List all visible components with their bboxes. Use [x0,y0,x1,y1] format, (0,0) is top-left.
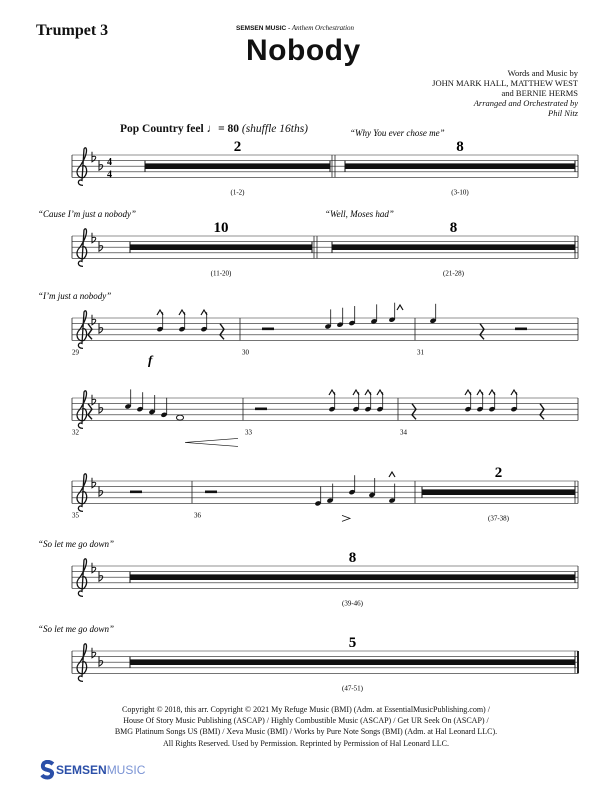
rest-count: 5 [348,635,357,651]
semsen-logo [40,760,145,780]
quarter-rest-icon [412,404,416,420]
measure-range: (11-20) [210,269,232,278]
arranger: Phil Nitz [548,108,578,118]
quarter-rest-icon [540,404,544,420]
multi-measure-rest [332,244,575,250]
copyright-line: House Of Story Music Publishing (ASCAP) / Highly Combustible Music (ASCAP) / Get UR Seek On (ASCAP) / [123,716,489,726]
whole-rest [515,328,527,331]
whole-rest [255,408,267,411]
credit-line: Arranged and Orchestrated by [473,98,578,108]
measure-range: (1-2) [230,188,245,197]
flat-icon [99,656,103,666]
half-note [177,415,184,420]
measure-number: 29 [72,348,79,357]
marcato-accent [365,390,371,395]
flat-icon [99,160,103,170]
logo-s-icon [40,760,56,780]
bpm: = 80 [218,123,239,135]
copyright-line: Copyright © 2018, this arr. Copyright © 2021 My Refuge Music (BMI) (Adm. at EssentialMusicPublishing.com) / [122,705,490,714]
marcato-accent [465,390,471,395]
flat-icon [92,395,96,405]
flat-icon [92,478,96,488]
quarter-rest-icon [88,324,92,340]
measure-number: 32 [72,428,79,437]
copyright-line: BMG Platinum Songs US (BMI) / Xeva Music (BMI) / Works by Pure Note Songs (BMI) (Adm. at Hal Leonard LLC). [114,727,498,737]
whole-rest [262,328,274,331]
whole-rest [205,491,217,494]
whole-rest [130,491,142,494]
measure-range: (3-10) [451,188,469,197]
series: - Anthem Orchestration [287,24,355,32]
marcato-accent [511,390,517,395]
marcato-accent [179,310,185,315]
marcato-accent [377,390,383,395]
lyric-cue: “Well, Moses had” [325,209,394,219]
copyright [0,704,612,749]
flat-icon [92,315,96,325]
flat-icon [99,571,103,581]
flat-icon [99,323,103,333]
dynamic-forte: f [148,352,153,368]
marcato-accent [353,390,359,395]
marcato-accent [489,390,495,395]
marcato-accent [389,472,395,477]
quarter-rest-icon [88,404,92,420]
flat-icon [99,486,103,496]
marcato-accent [397,305,403,310]
multi-measure-rest [130,659,575,665]
multi-measure-rest [130,574,575,580]
measure-number: 30 [242,348,249,357]
marcato-accent [157,310,163,315]
marcato-accent [201,310,207,315]
treble-clef-icon [77,229,87,267]
style: Pop Country feel [120,123,204,135]
part-name: Trumpet 3 [36,22,109,39]
quarter-rest-icon [480,324,484,340]
credit-writers: JOHN MARK HALL, MATTHEW WEST [432,78,578,88]
logo-suffix: MUSIC [106,763,146,777]
measure-number: 33 [245,428,252,437]
flat-icon [99,403,103,413]
quarter-note-icon: ♩ [206,123,219,135]
marcato-accent [477,390,483,395]
lyric-cue: “Cause I’m just a nobody” [38,209,137,219]
lyric-cue: “I’m just a nobody” [38,291,112,301]
rest-count: 2 [494,465,503,481]
flat-icon [99,241,103,251]
measure-number: 31 [417,348,424,357]
publisher: SEMSEN MUSIC [236,25,287,32]
song-title: Nobody [246,34,361,67]
measure-range: (47-51) [342,684,363,693]
credit-line: Words and Music by [507,68,578,78]
treble-clef-icon [77,391,87,429]
lyric-cue: “Why You ever chose me” [350,128,445,138]
lyric-cue: “So let me go down” [38,624,115,634]
treble-clef-icon [77,311,87,349]
accent-mark [342,515,350,521]
copyright-line: All Rights Reserved. Used by Permission. Reprinted by Permission of Hal Leonard LLC. [163,738,449,748]
time-signature: 4 [107,169,112,181]
rest-count: 8 [348,550,357,566]
tempo-note: (shuffle 16ths) [241,123,308,135]
treble-clef-icon [77,474,87,512]
rest-count: 8 [456,139,464,155]
time-signature: 4 [107,157,112,169]
rest-count: 2 [233,139,242,155]
marcato-accent [329,390,335,395]
rest-count: 8 [449,220,458,236]
multi-measure-rest [130,244,312,250]
treble-clef-icon [77,559,87,597]
rest-count: 10 [213,220,229,236]
multi-measure-rest [345,163,575,169]
lyric-cue: “So let me go down” [38,539,115,549]
logo-brand: SEMSEN [56,763,107,777]
measure-number: 34 [400,428,407,437]
measure-number: 36 [194,511,201,520]
credit-writers: and BERNIE HERMS [501,88,578,98]
multi-measure-rest [145,163,330,169]
measure-range: (37-38) [488,514,509,523]
treble-clef-icon [77,148,87,186]
decrescendo-hairpin [185,438,238,446]
measure-number: 35 [72,511,79,520]
measure-range: (39-46) [342,599,363,608]
treble-clef-icon [77,644,87,682]
multi-measure-rest [422,489,575,495]
measure-range: (21-28) [443,269,464,278]
quarter-rest-icon [220,324,224,340]
